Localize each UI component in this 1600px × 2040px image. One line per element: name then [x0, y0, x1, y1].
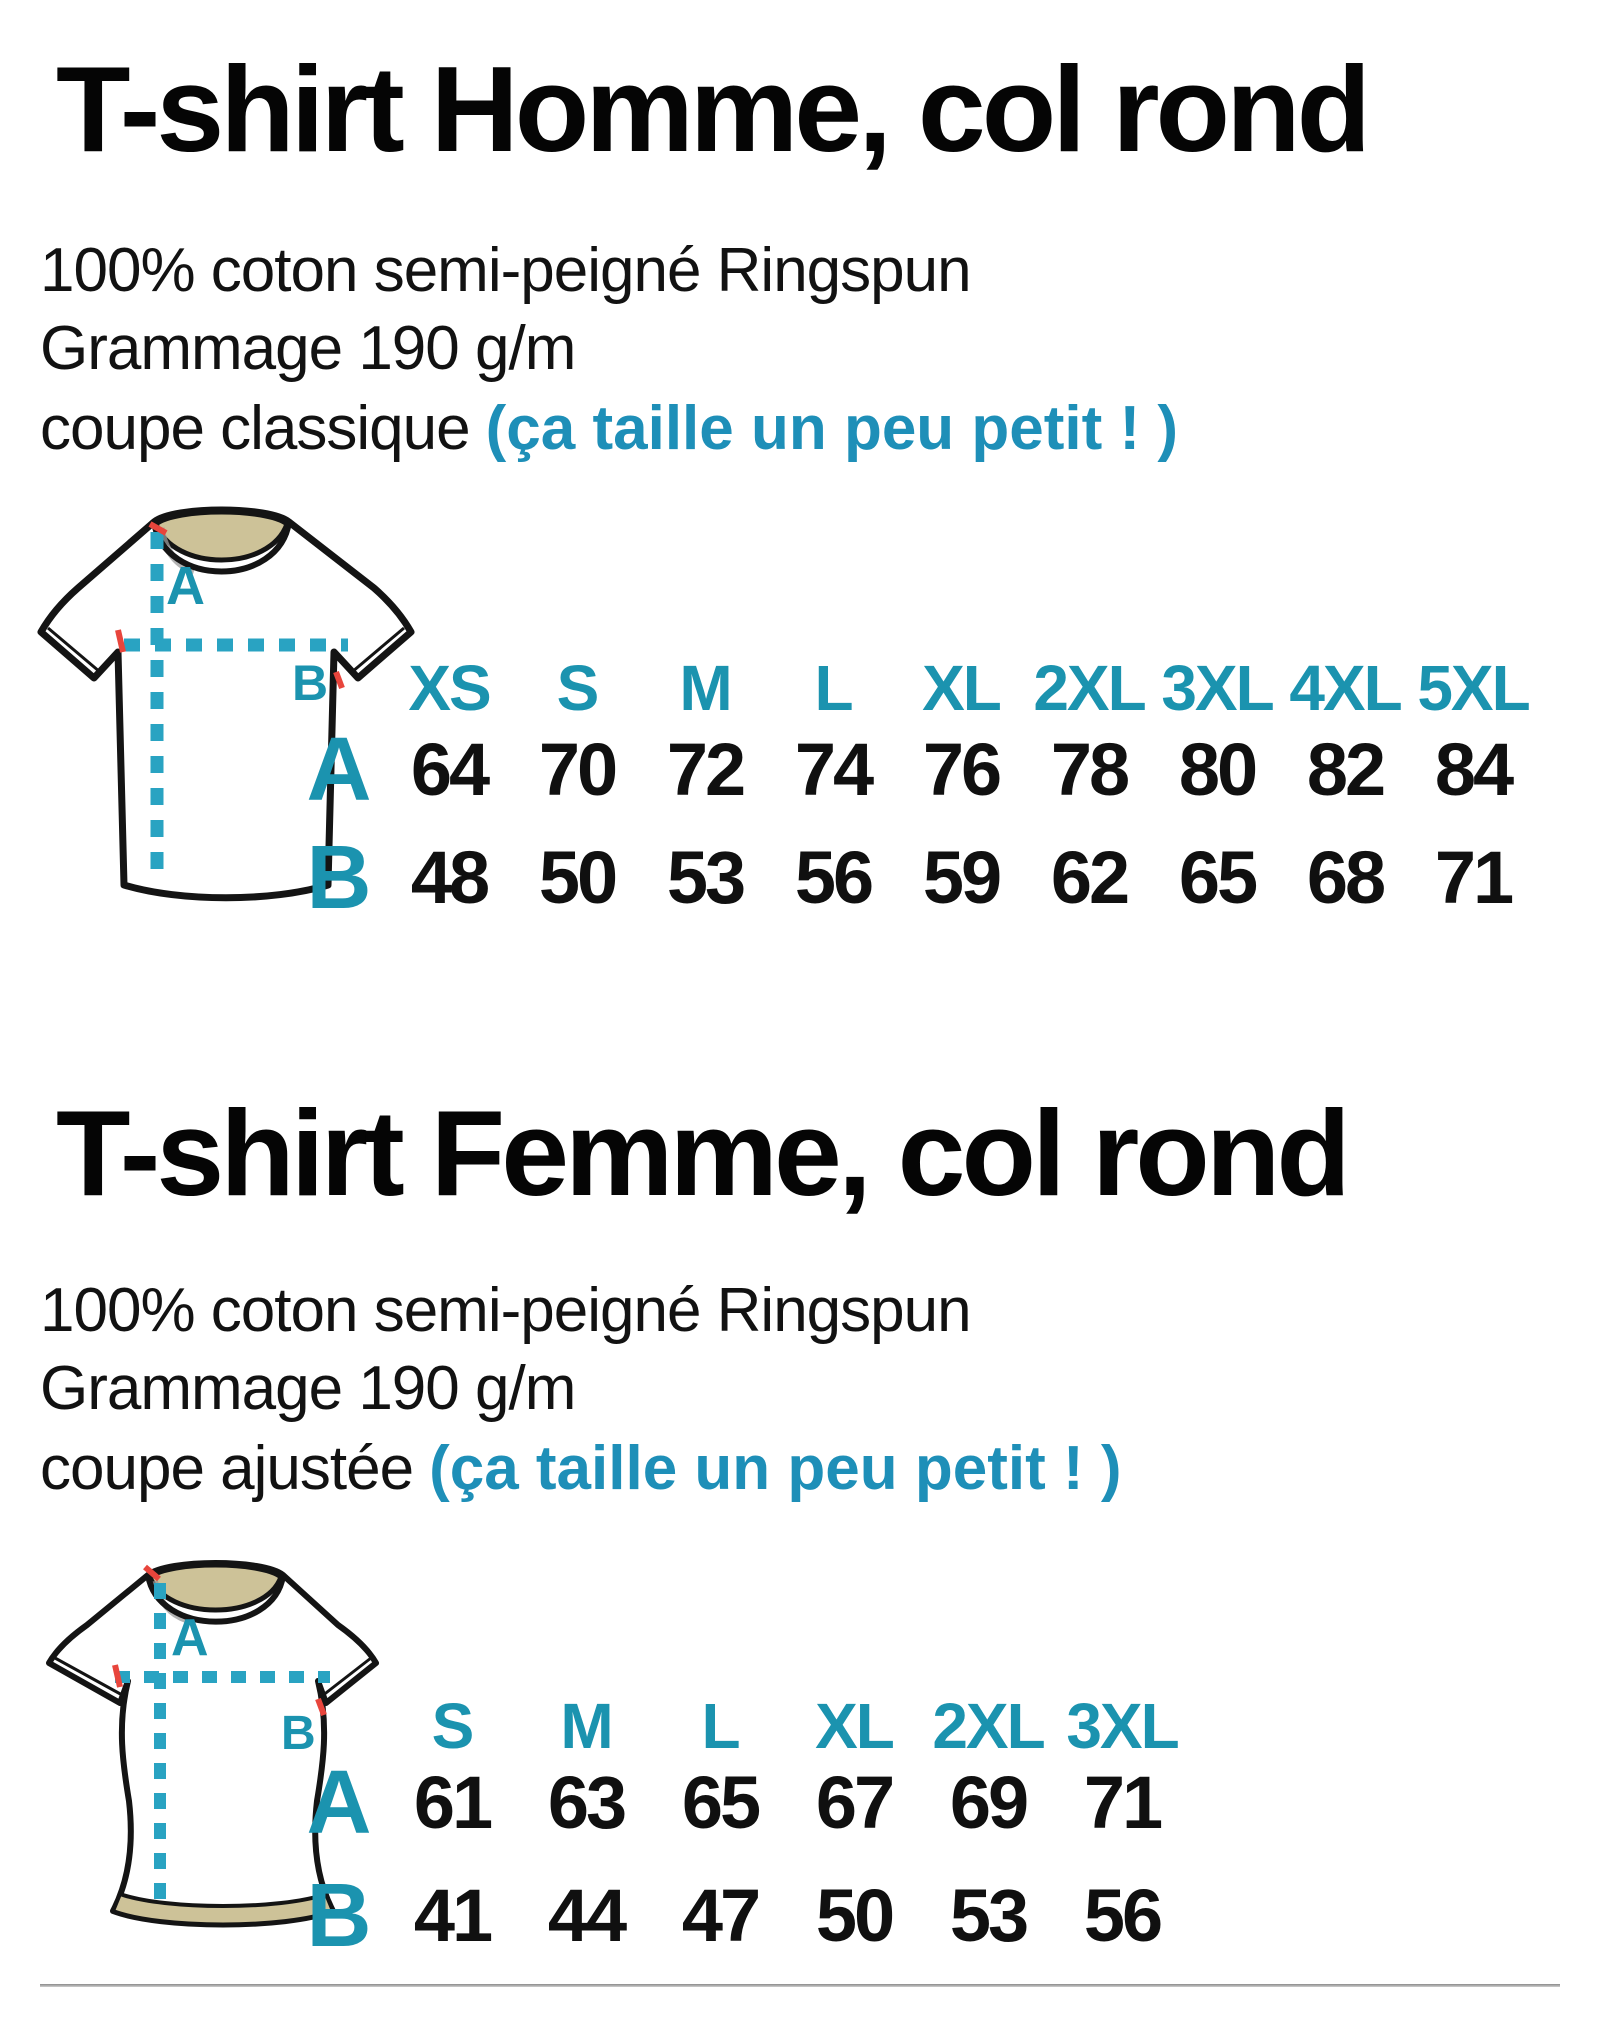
table-cell: 67: [815, 1761, 893, 1844]
table-cell: 72: [666, 728, 744, 811]
table-cell: 47: [681, 1874, 759, 1957]
homme-fit-note: (ça taille un peu petit ! ): [485, 394, 1179, 463]
femme-size-header-s: S: [431, 1690, 473, 1762]
femme-size-header-3xl: 3XL: [1066, 1690, 1178, 1762]
table-cell: 84: [1434, 728, 1512, 811]
table-cell: 80: [1178, 728, 1256, 811]
homme-size-header-5xl: 5XL: [1417, 652, 1529, 724]
homme-size-header-l: L: [814, 652, 852, 724]
homme-materials-line: 100% coton semi-peigné Ringspun: [40, 236, 971, 305]
homme-size-header-3xl: 3XL: [1161, 652, 1273, 724]
homme-size-header-m: M: [679, 652, 731, 724]
femme-row-b-label: B: [306, 1866, 372, 1966]
table-cell: 44: [547, 1874, 625, 1957]
femme-fit-note: (ça taille un peu petit ! ): [429, 1434, 1122, 1503]
table-cell: 50: [815, 1874, 893, 1957]
femme-size-header-xl: XL: [815, 1690, 893, 1762]
table-cell: 53: [949, 1874, 1027, 1957]
femme-measure-row-b: [293, 1868, 1189, 1964]
table-cell: 64: [410, 728, 488, 811]
homme-size-header-4xl: 4XL: [1289, 652, 1401, 724]
homme-size-header-2xl: 2XL: [1033, 652, 1145, 724]
table-cell: 59: [922, 836, 1000, 919]
table-cell: 68: [1306, 836, 1384, 919]
homme-weight-line: Grammage 190 g/m: [40, 314, 576, 383]
table-cell: 61: [413, 1761, 491, 1844]
homme-fit-label: coupe classique: [40, 394, 470, 463]
femme-section-title: T-shirt Femme, col rond: [56, 1085, 1347, 1221]
table-cell: 71: [1083, 1761, 1161, 1844]
homme-fit-line: [40, 394, 1179, 463]
table-cell: 53: [666, 836, 744, 919]
table-cell: 82: [1306, 728, 1384, 811]
homme-measure-row-a: [293, 722, 1537, 818]
homme-size-header-xl: XL: [922, 652, 1000, 724]
table-cell: 78: [1050, 728, 1128, 811]
table-cell: 56: [1083, 1874, 1161, 1957]
table-cell: 56: [794, 836, 872, 919]
femme-diagram-label-b: B: [281, 1707, 316, 1760]
table-cell: 69: [949, 1761, 1027, 1844]
table-cell: 76: [922, 728, 1000, 811]
homme-diagram-label-a: A: [166, 556, 205, 616]
table-cell: 74: [794, 728, 872, 811]
femme-size-header-2xl: 2XL: [932, 1690, 1044, 1762]
homme-diagram-label-b: B: [292, 655, 329, 711]
femme-fit-line: [40, 1434, 1122, 1503]
femme-size-header-m: M: [560, 1690, 612, 1762]
femme-measure-row-a: [293, 1755, 1189, 1851]
homme-row-b-label: B: [306, 828, 372, 928]
table-cell: 62: [1050, 836, 1128, 919]
femme-row-a-label: A: [306, 1753, 372, 1853]
table-cell: 50: [538, 836, 616, 919]
femme-size-header-l: L: [701, 1690, 739, 1762]
homme-row-a-label: A: [306, 720, 372, 820]
table-cell: 63: [547, 1761, 625, 1844]
homme-section-title: T-shirt Homme, col rond: [56, 41, 1368, 177]
femme-materials-line: 100% coton semi-peigné Ringspun: [40, 1276, 971, 1345]
table-cell: 65: [681, 1761, 759, 1844]
homme-size-header-xs: XS: [408, 652, 490, 724]
homme-measure-row-b: [293, 830, 1537, 926]
homme-size-header-s: S: [556, 652, 598, 724]
femme-fit-label: coupe ajustée: [40, 1434, 414, 1503]
bottom-divider: [40, 1984, 1560, 1987]
femme-weight-line: Grammage 190 g/m: [40, 1354, 576, 1423]
table-cell: 71: [1434, 836, 1512, 919]
table-cell: 65: [1178, 836, 1256, 919]
table-cell: 48: [410, 836, 488, 919]
table-cell: 41: [413, 1874, 491, 1957]
table-cell: 70: [538, 728, 616, 811]
femme-diagram-label-a: A: [171, 1609, 209, 1667]
